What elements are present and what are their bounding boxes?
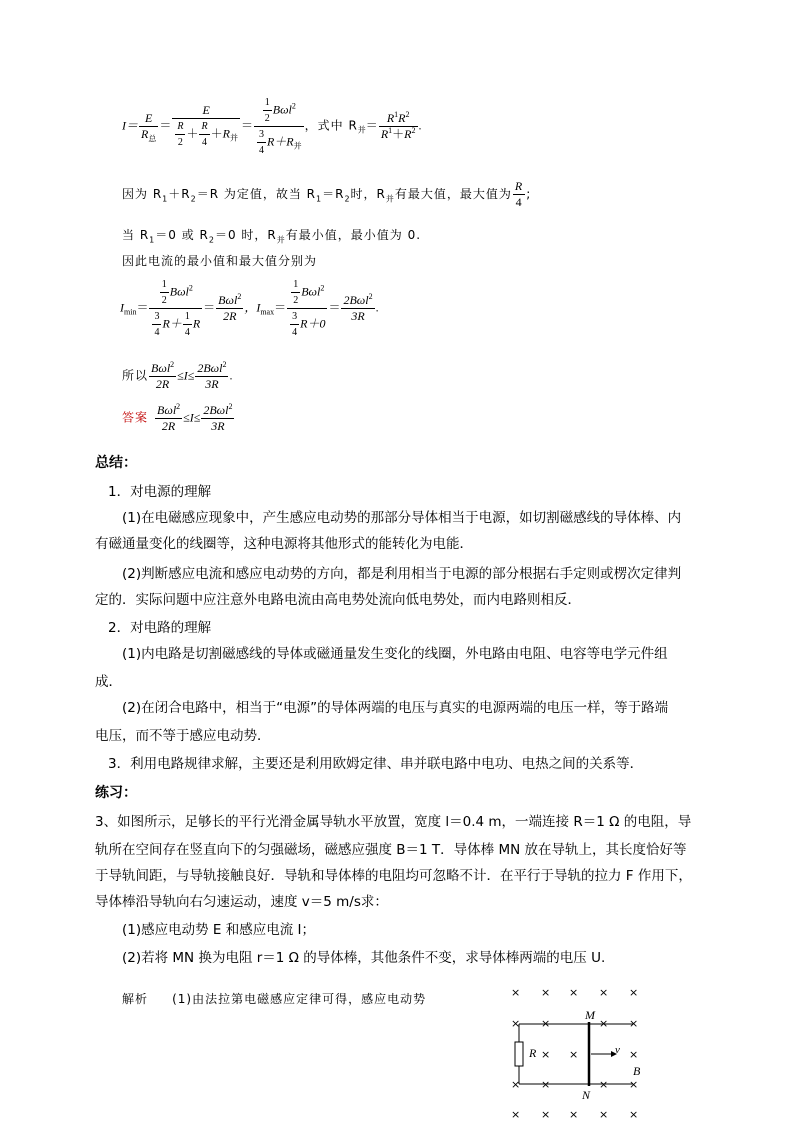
min-condition-line: 当 $R_1=0$ 或 $R_2=0$ 时，$R_并$有最小值，最小值为 0. <box>122 228 422 245</box>
field-cross-icon: × <box>629 1078 639 1091</box>
field-cross-icon: × <box>511 1108 521 1121</box>
field-cross-icon: × <box>599 1108 609 1121</box>
summary-item-1-p1: (1)在电磁感应现象中，产生感应电动势的那部分导体相当于电源，如切割磁感线的导体棒、内 <box>122 510 682 526</box>
question-line-1: 3、如图所示，足够长的平行光滑金属导轨水平放置，宽度 l＝0.4 m，一端连接 R＝1 Ω 的电阻，导 <box>95 814 692 830</box>
analysis-text: (1)由法拉第电磁感应定律可得，感应电动势 <box>172 992 427 1006</box>
frac-half-bwl: $\frac{1}{2}$ Bωl$^2$ $\frac{3}{4}$ $R+R_并$ <box>254 96 304 157</box>
label-v: v <box>615 1044 620 1056</box>
field-cross-icon: × <box>511 1078 521 1091</box>
summary-item-1-title: 1．对电源的理解 <box>108 484 212 500</box>
answer-label: 答案 <box>122 410 149 425</box>
frac-e-over-sum: E $\frac{R}{2}$ ＋ $\frac{R}{4}$ $+R_并$ <box>172 104 240 149</box>
summary-heading: 总结： <box>95 455 137 471</box>
analysis-line <box>122 990 426 1007</box>
field-cross-icon: × <box>629 1017 639 1030</box>
summary-item-2-p2b: 电压，而不等于感应电动势． <box>95 728 271 744</box>
answer-line: 答案 $\frac{B\omega l^2}{2R}$ ≤I≤ $\frac{2B\omega l^2}{3R}$ <box>122 402 233 433</box>
field-cross-icon: × <box>629 986 639 999</box>
analysis-label: 解析 <box>122 992 149 1006</box>
field-cross-icon: × <box>599 1078 609 1091</box>
field-cross-icon: × <box>629 1048 639 1061</box>
question-line-3: 于导轨间距，与导轨接触良好．导轨和导体棒的电阻均可忽略不计．在平行于导轨的拉力 F 作用下， <box>95 868 692 884</box>
field-cross-icon: × <box>599 986 609 999</box>
field-cross-icon: × <box>569 986 579 999</box>
field-cross-icon: × <box>541 1017 551 1030</box>
resistor-symbol <box>515 1042 523 1066</box>
max-condition-line: 因为 $R_1+R_2=R$ 为定值，故当 $R_1=R_2$时，$R_并$有最大值，最大值为 $\frac{R}{4}$ ; <box>122 179 532 209</box>
label-b: B <box>633 1064 641 1078</box>
field-cross-icon: × <box>569 1048 579 1061</box>
label-n: N <box>582 1088 591 1102</box>
question-sub-2: (2)若将 MN 换为电阻 r＝1 Ω 的导体棒，其他条件不变，求导体棒两端的电压 U. <box>122 950 606 966</box>
summary-item-2-p1: (1)内电路是切割磁感线的导体或磁通量发生变化的线圈，外电路由电阻、电容等电学元件组 <box>122 646 668 662</box>
summary-item-2-p2: (2)在闭合电路中，相当于“电源”的导体两端的电压与真实的电源两端的电压一样，等于路端 <box>122 700 669 716</box>
range-result: 所以 $\frac{B\omega l^2}{2R}$ ≤I≤ $\frac{2B\omega l^2}{3R}$ . <box>122 360 233 391</box>
exercise-heading: 练习： <box>95 785 137 801</box>
circuit-figure <box>505 984 655 1123</box>
imin-imax-formula: $I_{min}=$ $\frac{1}{2}$ Bωl$^2$ $\frac{3}{4}$ R＋ $\frac{1}{4}$ R ＝ $\frac{B\omega l^2}{2R}$ ，$I_{max}=$ $\frac{1}{2}$ Bωl$^2$ $\frac{3}{4}$ R＋0 ＝ $\frac{2B\omega l^2}{3R}$ . <box>120 279 379 338</box>
question-line-2: 轨所在空间存在竖直向下的匀强磁场，磁感应强度 B＝1 T．导体棒 MN 放在导轨上，其长度恰好等 <box>95 842 687 858</box>
field-cross-icon: × <box>629 1108 639 1121</box>
summary-item-3: 3．利用电路规律求解，主要还是利用欧姆定律、串并联电路中电功、电热之间的关系等． <box>108 756 644 772</box>
summary-item-2-title: 2．对电路的理解 <box>108 620 212 636</box>
field-cross-icon: × <box>569 1108 579 1121</box>
summary-item-1-p2b: 定的．实际问题中应注意外电路电流由高电势处流向低电势处，而内电路则相反． <box>95 592 581 608</box>
label-r: R <box>529 1046 537 1060</box>
field-cross-icon: × <box>541 986 551 999</box>
summary-item-1-p2: (2)判断感应电流和感应电动势的方向，都是利用相当于电源的部分根据右手定则或楞次定律判 <box>122 566 682 582</box>
question-line-4: 导体棒沿导轨向右匀速运动，速度 v＝5 m/s求： <box>95 894 388 910</box>
question-sub-1: (1)感应电动势 E 和感应电流 I； <box>122 922 316 938</box>
field-cross-icon: × <box>511 986 521 999</box>
summary-item-1-p1b: 有磁通量变化的线圈等，这种电源将其他形式的能转化为电能． <box>95 536 473 552</box>
field-cross-icon: × <box>541 1078 551 1091</box>
label-m: M <box>585 1008 595 1022</box>
frac-e-over-rtotal: $\frac{E}{R_总}$ <box>141 111 157 144</box>
field-cross-icon: × <box>541 1048 551 1061</box>
field-cross-icon: × <box>541 1108 551 1121</box>
field-cross-icon: × <box>599 1017 609 1030</box>
summary-item-2-p1b: 成． <box>95 674 122 690</box>
current-formula: I＝ $\frac{E}{R_总}$ ＝ E $\frac{R}{2}$ ＋ $\frac{R}{4}$ $+R_并$ ＝ $\frac{1}{2}$ Bωl$^2$ $\frac{3}{4}$ $R+R_并$ ，式中 $R_并=$ $\frac{R^1R^2}{R^1+R^2}$ . <box>122 97 422 156</box>
field-cross-icon: × <box>511 1017 521 1030</box>
frac-r-parallel: $\frac{R^1R^2}{R^1+R^2}$ <box>380 110 416 141</box>
min-max-intro: 因此电流的最小值和最大值分别为 <box>122 254 318 268</box>
